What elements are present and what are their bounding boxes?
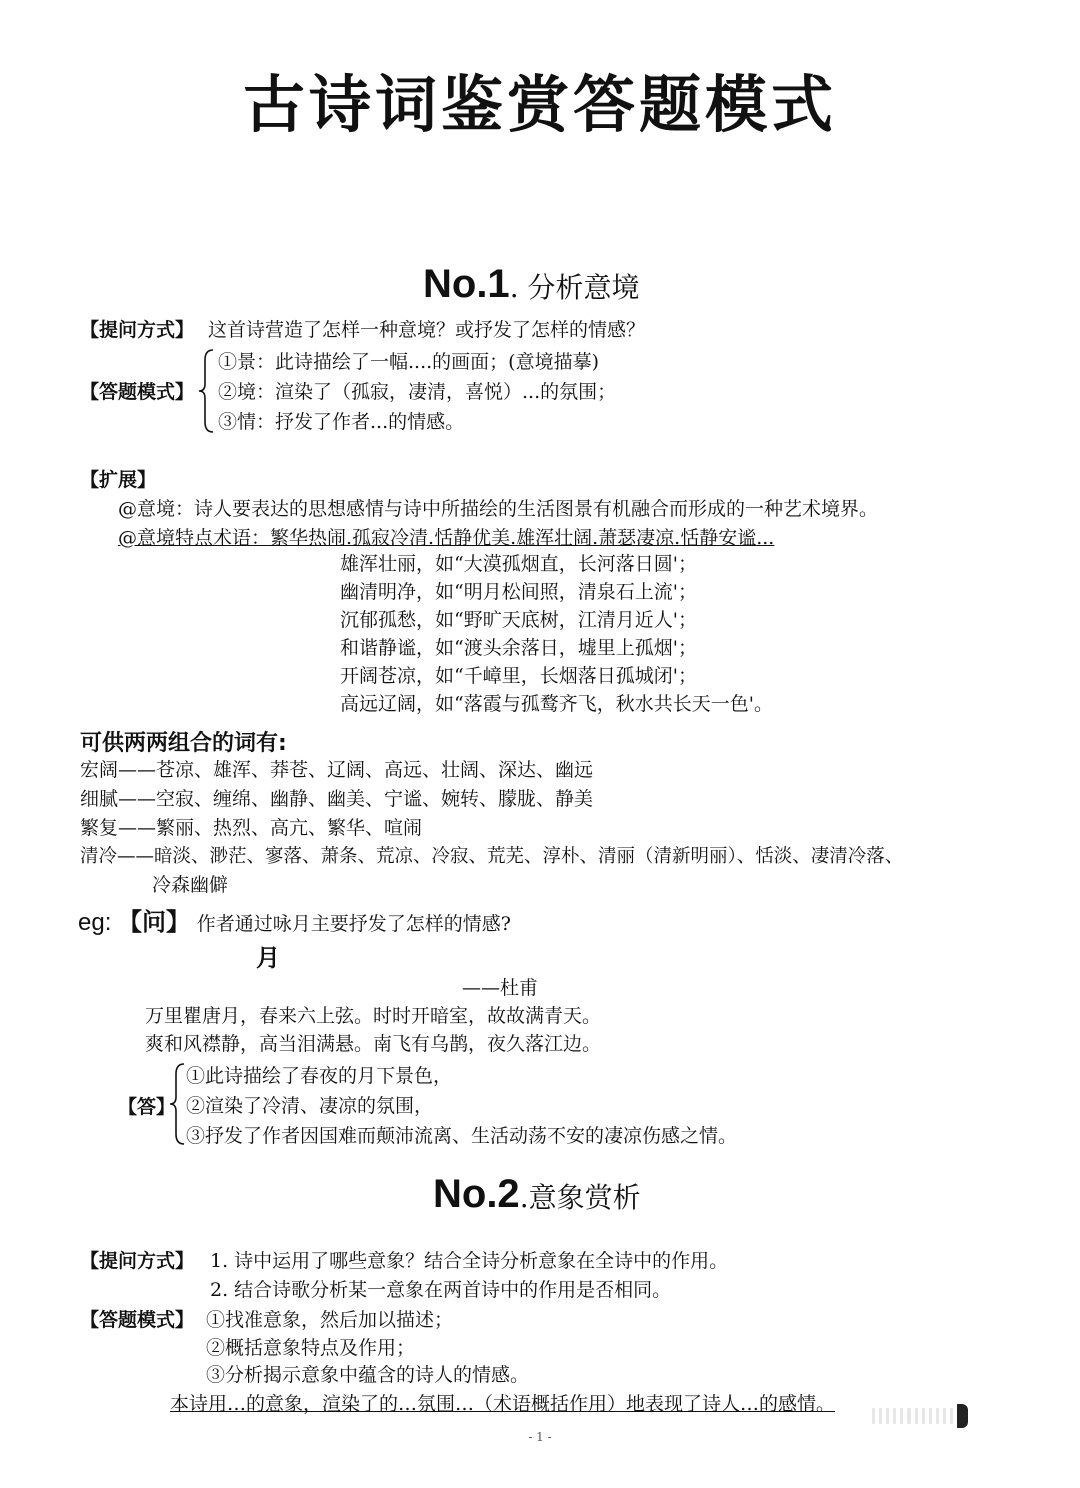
combo-line-1: 宏阔——苍凉、雄浑、莽苍、辽阔、高远、壮阔、深达、幽远 — [80, 759, 594, 781]
combo-heading: 可供两两组合的词有: — [80, 731, 287, 756]
s1-mode-item-3: ③情：抒发了作者...的情感。 — [218, 411, 465, 433]
s2-mode-item-3: ③分析揭示意象中蕴含的诗人的情感。 — [206, 1364, 530, 1386]
combo-line-4: 清冷——暗淡、渺茫、寥落、萧条、荒凉、冷寂、荒芜、淳朴、清丽（清新明丽）、恬淡、凄清冷落、 — [80, 846, 904, 867]
eg-row — [78, 902, 511, 937]
s1-mode-item-2: ②境：渲染了（孤寂，凄清，喜悦）...的氛围； — [218, 381, 617, 403]
answer-item-3: ③抒发了作者因国难而颠沛流离、生活动荡不安的凄凉伤感之情。 — [186, 1125, 738, 1147]
poem-line-2: 爽和风襟静，高当泪满悬。南飞有乌鹊，夜久落江边。 — [145, 1033, 602, 1055]
section2-heading — [433, 1172, 641, 1217]
s2-summary: 本诗用…的意象，渲染了的…氛围…（术语概括作用）地表现了诗人…的感情。 — [170, 1393, 836, 1415]
s2-ask-label: 【提问方式】 — [80, 1250, 195, 1272]
poem-title: 月 — [256, 943, 280, 972]
page-number: - 1 - — [528, 1430, 552, 1444]
section2-name: .意象赏析 — [519, 1181, 641, 1214]
combo-line-5: 冷森幽僻 — [152, 874, 229, 896]
s1-example-6: 高远辽阔，如“落霞与孤鹜齐飞，秋水共长天一色'。 — [340, 693, 773, 715]
s1-expand-terms: @意境特点术语：繁华热闹.孤寂冷清.恬静优美.雄浑壮阔.萧瑟凄凉.恬静安谧... — [118, 527, 775, 549]
s1-mode-label: 【答题模式】 — [80, 381, 195, 403]
section2-number: No.2 — [433, 1172, 520, 1216]
s1-expand-definition: @意境：诗人要表达的思想感情与诗中所描绘的生活图景有机融合而形成的一种艺术境界。 — [118, 498, 879, 520]
s1-example-4: 和谐静谧，如“渡头余落日，墟里上孤烟'； — [340, 637, 697, 659]
s1-example-3: 沉郁孤愁，如“野旷天底树，江清月近人'； — [340, 609, 697, 631]
s2-ask-item-2: 2. 结合诗歌分析某一意象在两首诗中的作用是否相同。 — [210, 1279, 672, 1301]
s2-mode-label: 【答题模式】 — [80, 1309, 195, 1331]
s1-ask-label: 【提问方式】 — [80, 319, 195, 341]
section1-name: . 分析意境 — [509, 271, 640, 304]
s1-expand-label: 【扩展】 — [80, 469, 157, 491]
s1-mode-item-1: ①景：此诗描绘了一幅....的画面；(意境描摹) — [218, 351, 599, 373]
eg-label: 【问】 — [118, 909, 191, 936]
page-title: 古诗词鉴赏答题模式 — [242, 68, 837, 141]
answer-label: 【答】 — [118, 1096, 176, 1118]
combo-line-3: 繁复——繁丽、热烈、高亢、繁华、喧闹 — [80, 817, 423, 839]
poem-author: ——杜甫 — [462, 977, 539, 999]
s1-mode-brace — [197, 348, 215, 434]
answer-item-1: ①此诗描绘了春夜的月下景色， — [186, 1065, 453, 1087]
combo-line-2: 细腻——空寂、缠绵、幽静、幽美、宁谧、婉转、朦胧、静美 — [80, 788, 594, 810]
s1-example-2: 幽清明净，如“明月松间照，清泉石上流'； — [340, 581, 697, 603]
s2-mode-item-1: ①找准意象，然后加以描述； — [206, 1309, 454, 1331]
section1-number: No.1 — [423, 262, 510, 306]
s2-mode-item-2: ②概括意象特点及作用； — [206, 1337, 416, 1359]
section1-heading — [423, 262, 640, 307]
s1-example-5: 开阔苍凉，如“千嶂里，长烟落日孤城闭'； — [340, 665, 697, 687]
s2-ask-item-1: 1. 诗中运用了哪些意象？结合全诗分析意象在全诗中的作用。 — [210, 1250, 729, 1272]
page-scroll-indicator — [872, 1404, 968, 1428]
s1-ask-text: 这首诗营造了怎样一种意境？或抒发了怎样的情感？ — [208, 319, 646, 341]
s1-example-1: 雄浑壮丽，如“大漠孤烟直，长河落日圆'； — [340, 553, 697, 575]
answer-item-2: ②渲染了冷清、凄凉的氛围， — [186, 1095, 434, 1117]
answer-brace — [168, 1062, 186, 1146]
eg-prefix: eg: — [78, 909, 112, 936]
poem-line-1: 万里瞿唐月，春来六上弦。时时开暗室，故故满青天。 — [145, 1005, 602, 1027]
eg-question: 作者通过咏月主要抒发了怎样的情感? — [196, 913, 511, 935]
